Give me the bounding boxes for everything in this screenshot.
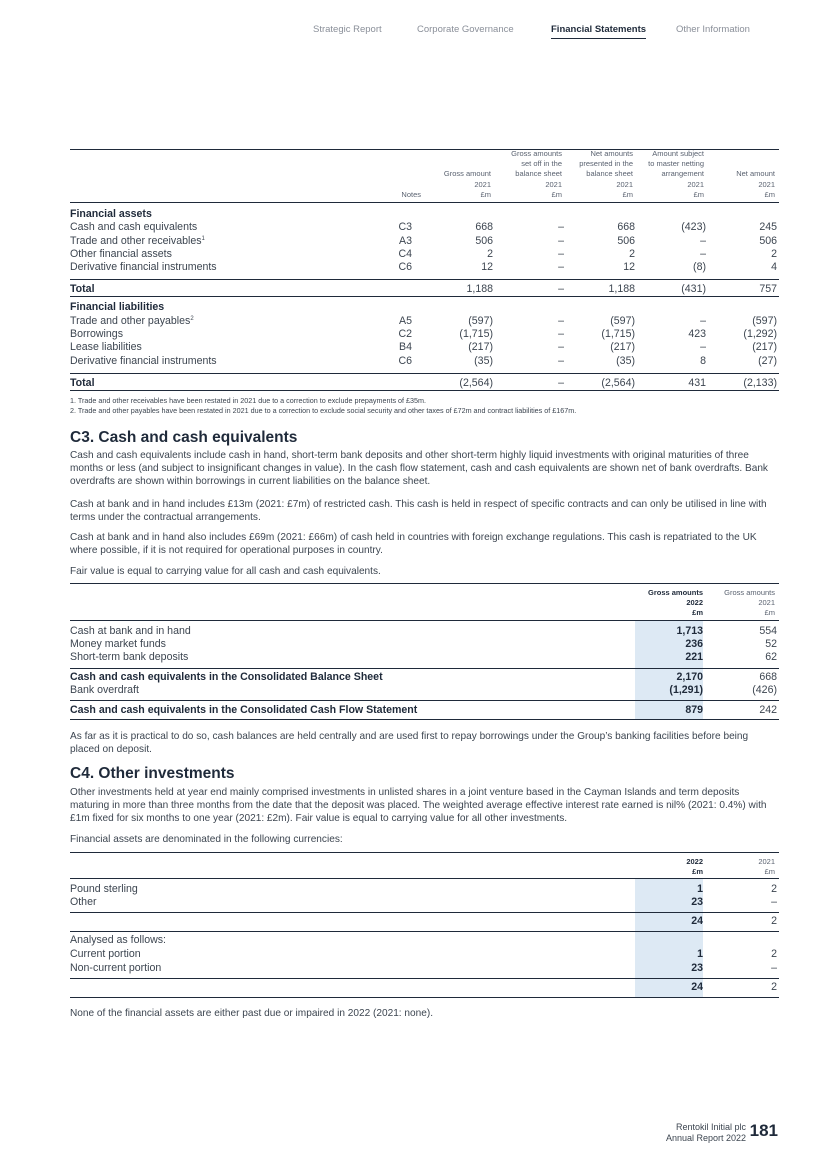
cell-set-off: – [558, 314, 564, 327]
total-rule [70, 700, 779, 701]
nav-tab-strategic-report[interactable]: Strategic Report [313, 24, 382, 35]
c3-paragraph-3: Cash at bank and in hand also includes £69m (2021: £66m) of cash held in countries with foreign exchange regulations. This cash is repatriated to the UK where possible, if it is not required for operational purposes in country. [70, 532, 757, 556]
cell-net-presented: (597) [610, 314, 635, 327]
balance-sheet-row [70, 671, 779, 684]
cell-note: C4 [398, 247, 412, 260]
cell-master-netting: (8) [693, 261, 706, 274]
row-label: Analysed as follows: [70, 934, 166, 946]
footer-company [666, 1122, 746, 1144]
table-row [70, 261, 779, 274]
footnote-2: 2. Trade and other payables have been restated in 2021 due to a correction to exclude social security and other taxes of £72m and contract liabilities of £167m. [70, 406, 577, 415]
cell-set-off: – [558, 234, 564, 247]
footnote-1: 1. Trade and other receivables have been restated in 2021 due to a correction to exclude prepayments of £35m. [70, 396, 427, 405]
table-row [70, 651, 779, 664]
cell-note: C3 [398, 221, 412, 234]
table-bottom-rule [70, 719, 779, 720]
cell-net-amount: 2 [771, 247, 777, 260]
table-row [70, 328, 779, 341]
value-2021: (426) [752, 684, 777, 696]
c4-heading: C4. Other investments [70, 765, 235, 782]
total-rule [70, 931, 779, 932]
value-2021: 62 [765, 651, 777, 663]
value-2022: 1,713 [676, 625, 703, 637]
cell-master-netting: – [700, 314, 706, 327]
bank-overdraft-row [70, 684, 779, 697]
cell-net-presented: 668 [617, 221, 635, 234]
value-2022: 2,170 [676, 671, 703, 683]
value-2022: 24 [691, 915, 703, 927]
subtotal-rule [70, 978, 779, 979]
cell-net-presented: (35) [616, 354, 635, 367]
total-row [70, 981, 779, 994]
row-label: Short-term bank deposits [70, 651, 189, 663]
cell-master-netting: 423 [688, 328, 706, 341]
header-2021: 2021 £m [758, 857, 775, 876]
section-financial-liabilities [70, 301, 779, 314]
table-row [70, 962, 779, 975]
cell-note: A3 [399, 234, 412, 247]
value-2022: 23 [691, 962, 703, 974]
cell-set-off: – [558, 341, 564, 354]
header-net-presented: Net amounts presented in the balance sheet 2021 £m [579, 148, 633, 199]
header-gross-2022: Gross amounts 2022 £m [647, 588, 703, 617]
header-master-netting: Amount subject to master netting arrangement 2021 £m [648, 148, 704, 199]
total-setoff: – [558, 283, 564, 296]
header-rule [70, 620, 779, 621]
cell-net-amount: 4 [771, 261, 777, 274]
value-2021: – [771, 896, 777, 908]
total-net-presented: (2,564) [601, 376, 635, 389]
table-row [70, 883, 779, 896]
row-label: Current portion [70, 948, 141, 960]
value-2021: 2 [771, 883, 777, 895]
cell-net-presented: (217) [610, 341, 635, 354]
value-2022: 221 [685, 651, 703, 663]
footnote-marker: 2 [190, 315, 194, 322]
row-label: Cash and cash equivalents in the Consolidated Cash Flow Statement [70, 704, 418, 716]
table-row [70, 638, 779, 651]
value-2021: 668 [759, 671, 777, 683]
total-row [70, 915, 779, 928]
c3-paragraph-1: Cash and cash equivalents include cash in hand, short-term bank deposits and other short-term highly liquid investments with original maturities of three months or less (and subject to insignificant changes in value). In the cash flow statement, cash and cash equivalents are shown net of bank overdrafts. Bank overdrafts are shown within borrowings in current liabilities on the balance sheet. [70, 450, 768, 487]
header-notes: Notes [401, 189, 421, 199]
cell-net-presented: 2 [629, 247, 635, 260]
value-2022: (1,291) [669, 684, 703, 696]
cell-net-amount: (1,292) [743, 328, 777, 341]
cell-net-presented: (1,715) [601, 328, 635, 341]
cell-net-presented: 12 [623, 261, 635, 274]
table-top-rule [70, 583, 779, 584]
total-net: (2,133) [743, 376, 777, 389]
value-2021: 2 [771, 915, 777, 927]
table-row [70, 315, 779, 328]
table-row [70, 248, 779, 261]
header-rule [70, 878, 779, 879]
c4-paragraph-2: Financial assets are denominated in the following currencies: [70, 834, 343, 845]
subtotal-rule [70, 912, 779, 913]
liabilities-total-row [70, 373, 779, 391]
total-net-presented: 1,188 [608, 283, 635, 296]
subtotal-rule [70, 668, 779, 669]
offsetting-table-header [70, 149, 779, 203]
total-net: 757 [759, 283, 777, 296]
row-label: Other [70, 896, 97, 908]
cell-net-amount: (217) [752, 341, 777, 354]
row-label: Money market funds [70, 638, 166, 650]
table-row [70, 948, 779, 961]
row-label: Cash at bank and in hand [70, 625, 191, 637]
cell-net-amount: 245 [759, 221, 777, 234]
footnote-marker: 1 [201, 235, 205, 242]
row-label: Cash and cash equivalents in the Consolidated Balance Sheet [70, 671, 383, 683]
row-label: Other financial assets [70, 247, 172, 260]
c3-paragraph-4: Fair value is equal to carrying value for all cash and cash equivalents. [70, 566, 381, 577]
cell-master-netting: – [700, 234, 706, 247]
cell-net-amount: (27) [758, 354, 777, 367]
table-row [70, 221, 779, 234]
offsetting-table [70, 149, 779, 395]
cell-gross-amount: (597) [468, 314, 493, 327]
cell-master-netting: – [700, 341, 706, 354]
cell-gross-amount: 2 [487, 247, 493, 260]
row-label: Pound sterling [70, 883, 138, 895]
page-number: 181 [749, 1121, 778, 1140]
row-label: Lease liabilities [70, 341, 142, 354]
cell-gross-amount: (217) [468, 341, 493, 354]
cell-set-off: – [558, 354, 564, 367]
currencies-table [70, 852, 779, 998]
analysed-row [70, 934, 779, 947]
table-row [70, 625, 779, 638]
nav-tab-other-information[interactable]: Other Information [676, 24, 750, 35]
value-2021: – [771, 962, 777, 974]
row-label: Borrowings [70, 328, 123, 341]
c3-paragraph-2: Cash at bank and in hand includes £13m (2021: £7m) of restricted cash. This cash is held in respect of specific contracts and can only be utilised in line with terms under the contractual arrangements. [70, 499, 767, 523]
nav-tab-corporate-governance[interactable]: Corporate Governance [417, 24, 514, 35]
value-2022: 236 [685, 638, 703, 650]
value-2022: 1 [697, 883, 703, 895]
value-2022: 879 [685, 704, 703, 716]
row-label: Trade and other receivables$^1$ [70, 234, 205, 247]
value-2022: 24 [691, 981, 703, 993]
table-bottom-rule [70, 997, 779, 998]
header-gross-2021: Gross amounts 2021 £m [724, 588, 775, 617]
cell-gross-amount: 12 [481, 261, 493, 274]
table-row [70, 355, 779, 368]
company-name: Rentokil Initial plc [675, 1122, 746, 1132]
assets-total-row [70, 279, 779, 297]
cell-net-presented: 506 [617, 234, 635, 247]
section-title: Financial liabilities [70, 301, 165, 314]
report-name: Annual Report 2022 [665, 1133, 746, 1143]
cell-gross-amount: 506 [475, 234, 493, 247]
row-label: Non-current portion [70, 962, 162, 974]
row-label: Trade and other payables$^2$ [70, 314, 194, 327]
value-2022: 1 [697, 948, 703, 960]
cell-gross-amount: (1,715) [459, 328, 493, 341]
total-master-netting: (431) [681, 283, 706, 296]
table-row [70, 896, 779, 909]
table-top-rule [70, 852, 779, 853]
row-label: Derivative financial instruments [70, 354, 217, 367]
cell-net-amount: 506 [759, 234, 777, 247]
total-setoff: – [558, 376, 564, 389]
cell-gross-amount: 668 [475, 221, 493, 234]
section-title: Financial assets [70, 208, 152, 220]
cell-note: A5 [399, 314, 412, 327]
cell-note: C6 [398, 261, 412, 274]
header-gross-amount: Gross amount 2021 £m [443, 169, 491, 199]
c3-heading: C3. Cash and cash equivalents [70, 429, 298, 446]
header-net-amount: Net amount 2021 £m [736, 169, 775, 199]
total-label: Total [70, 376, 95, 389]
cell-note: B4 [399, 341, 412, 354]
c3-paragraph-5: As far as it is practical to do so, cash balances are held centrally and are used first to repay borrowings under the Group’s banking facilities before being placed on deposit. [70, 731, 749, 755]
value-2021: 554 [759, 625, 777, 637]
cell-set-off: – [558, 328, 564, 341]
nav-tab-financial-statements[interactable]: Financial Statements [551, 24, 647, 35]
row-label: Cash and cash equivalents [70, 221, 198, 234]
footnotes [70, 396, 779, 416]
header-gross-set-off: Gross amounts set off in the balance sheet 2021 £m [511, 148, 562, 199]
value-2022: 23 [691, 896, 703, 908]
header-2022: 2022 £m [686, 857, 703, 876]
cell-master-netting: (423) [681, 221, 706, 234]
c4-paragraph-3: None of the financial assets are either past due or impaired in 2022 (2021: none). [70, 1008, 434, 1019]
cell-master-netting: – [700, 247, 706, 260]
total-master-netting: 431 [688, 376, 706, 389]
row-label: Bank overdraft [70, 684, 139, 696]
cell-set-off: – [558, 221, 564, 234]
table-row [70, 235, 779, 248]
cell-set-off: – [558, 247, 564, 260]
value-2021: 52 [765, 638, 777, 650]
cash-flow-row [70, 704, 779, 717]
total-label: Total [70, 283, 95, 296]
cell-note: C2 [398, 328, 412, 341]
total-gross: 1,188 [466, 283, 493, 296]
cell-net-amount: (597) [752, 314, 777, 327]
table-row [70, 341, 779, 354]
c4-paragraph-1: Other investments held at year end mainly comprised investments in unlisted shares in a joint venture based in the Cayman Islands and term deposits maturing in more than three months from the date that the deposit was placed. The weighted average effective interest rate earned is nil% (2021: 0.4%) with £1m fixed for six months to one year (2021: £2m). Fair value is equal to carrying value for all other investments. [70, 787, 767, 824]
section-financial-assets [70, 208, 779, 221]
cell-set-off: – [558, 261, 564, 274]
cell-note: C6 [398, 354, 412, 367]
section-navigation [0, 24, 825, 44]
cell-gross-amount: (35) [474, 354, 493, 367]
value-2021: 2 [771, 948, 777, 960]
cash-equivalents-table [70, 583, 779, 720]
cell-master-netting: 8 [700, 354, 706, 367]
row-label: Derivative financial instruments [70, 261, 217, 274]
value-2021: 242 [759, 704, 777, 716]
value-2021: 2 [771, 981, 777, 993]
total-gross: (2,564) [459, 376, 493, 389]
